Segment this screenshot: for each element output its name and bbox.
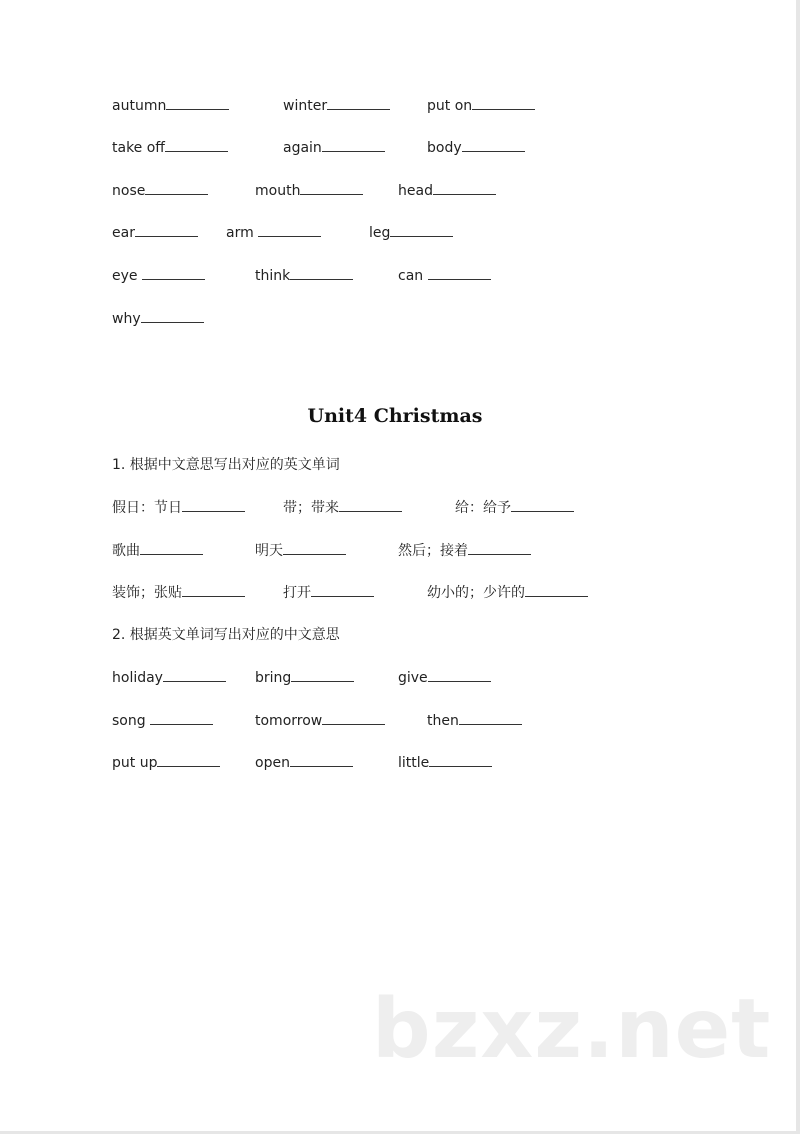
answer-blank[interactable] xyxy=(311,583,374,597)
vocab-word: body xyxy=(427,140,462,156)
vocab-word: ear xyxy=(112,225,135,241)
vocab-word: autumn xyxy=(112,98,167,114)
vocab-word: why xyxy=(112,311,141,327)
vocab-item xyxy=(112,541,203,560)
vocab-word: put up xyxy=(112,755,158,771)
vocab-word: 明天 xyxy=(255,543,283,559)
vocab-word: mouth xyxy=(255,183,301,199)
vocab-item xyxy=(255,181,363,200)
vocab-word: think xyxy=(255,268,291,284)
vocab-word: holiday xyxy=(112,670,163,686)
vocab-item xyxy=(283,96,390,115)
vocab-word: give xyxy=(398,670,428,686)
vocab-word: leg xyxy=(369,225,391,241)
answer-blank[interactable] xyxy=(300,181,363,195)
part2-heading: 2. 根据英文单词写出对应的中文意思 xyxy=(112,627,340,643)
vocab-word: arm xyxy=(226,225,259,241)
vocab-item xyxy=(283,138,385,157)
answer-blank[interactable] xyxy=(428,668,491,682)
answer-blank[interactable] xyxy=(339,498,402,512)
answer-blank[interactable] xyxy=(472,96,535,110)
vocab-item xyxy=(112,266,205,285)
answer-blank[interactable] xyxy=(429,753,492,767)
vocab-word: eye xyxy=(112,268,142,284)
vocab-word: song xyxy=(112,713,151,729)
answer-blank[interactable] xyxy=(182,498,245,512)
answer-blank[interactable] xyxy=(166,96,229,110)
answer-blank[interactable] xyxy=(283,541,346,555)
vocab-item xyxy=(255,541,346,560)
vocab-item xyxy=(398,668,491,687)
vocab-item xyxy=(112,498,245,517)
watermark-logo: bzxz.net xyxy=(372,982,772,1077)
answer-blank[interactable] xyxy=(135,223,198,237)
vocab-word: winter xyxy=(283,98,328,114)
answer-blank[interactable] xyxy=(322,711,385,725)
vocab-item xyxy=(398,753,492,772)
vocab-item xyxy=(427,138,525,157)
answer-blank[interactable] xyxy=(290,266,353,280)
vocab-word: 假日：节日 xyxy=(112,500,182,516)
vocab-word: 装饰；张贴 xyxy=(112,585,182,601)
answer-blank[interactable] xyxy=(163,668,226,682)
vocab-item xyxy=(255,668,354,687)
answer-blank[interactable] xyxy=(145,181,208,195)
vocab-word: take off xyxy=(112,140,165,156)
answer-blank[interactable] xyxy=(140,541,203,555)
vocab-word: open xyxy=(255,755,290,771)
answer-blank[interactable] xyxy=(433,181,496,195)
vocab-item xyxy=(427,711,522,730)
vocab-item xyxy=(112,223,198,242)
vocab-item xyxy=(112,96,229,115)
answer-blank[interactable] xyxy=(390,223,453,237)
answer-blank[interactable] xyxy=(322,138,385,152)
vocab-word: 给：给予 xyxy=(455,500,511,516)
vocab-item xyxy=(283,583,374,602)
vocab-word: head xyxy=(398,183,433,199)
vocab-word: little xyxy=(398,755,430,771)
vocab-word: put on xyxy=(427,98,473,114)
vocab-item xyxy=(427,583,588,602)
vocab-word: nose xyxy=(112,183,146,199)
vocab-word: bring xyxy=(255,670,292,686)
answer-blank[interactable] xyxy=(182,583,245,597)
answer-blank[interactable] xyxy=(428,266,491,280)
vocab-item xyxy=(398,266,491,285)
vocab-word: 打开 xyxy=(283,585,311,601)
part1-heading: 1. 根据中文意思写出对应的英文单词 xyxy=(112,457,340,473)
vocab-word: 歌曲 xyxy=(112,543,140,559)
vocab-item xyxy=(398,541,531,560)
vocab-word: again xyxy=(283,140,322,156)
answer-blank[interactable] xyxy=(468,541,531,555)
answer-blank[interactable] xyxy=(327,96,390,110)
vocab-item xyxy=(398,181,496,200)
vocab-item xyxy=(112,583,245,602)
page-edge xyxy=(796,0,800,1134)
vocab-item xyxy=(112,138,228,157)
vocab-word: can xyxy=(398,268,428,284)
vocab-item xyxy=(283,498,402,517)
answer-blank[interactable] xyxy=(462,138,525,152)
vocab-item xyxy=(112,753,220,772)
answer-blank[interactable] xyxy=(459,711,522,725)
unit-title: Unit4 Christmas xyxy=(307,405,483,427)
vocab-word: 然后；接着 xyxy=(398,543,468,559)
answer-blank[interactable] xyxy=(291,668,354,682)
answer-blank[interactable] xyxy=(290,753,353,767)
vocab-item xyxy=(255,266,353,285)
answer-blank[interactable] xyxy=(157,753,220,767)
vocab-item xyxy=(226,223,321,242)
vocab-item xyxy=(112,309,204,328)
vocab-word: 幼小的；少许的 xyxy=(427,585,525,601)
vocab-item xyxy=(112,181,208,200)
vocab-item xyxy=(112,668,226,687)
vocab-item xyxy=(112,711,213,730)
answer-blank[interactable] xyxy=(258,223,321,237)
vocab-item xyxy=(427,96,535,115)
vocab-item xyxy=(369,223,453,242)
vocab-word: then xyxy=(427,713,459,729)
answer-blank[interactable] xyxy=(511,498,574,512)
vocab-item xyxy=(455,498,574,517)
answer-blank[interactable] xyxy=(141,309,204,323)
vocab-word: 带；带来 xyxy=(283,500,339,516)
answer-blank[interactable] xyxy=(142,266,205,280)
answer-blank[interactable] xyxy=(525,583,588,597)
vocab-item xyxy=(255,711,385,730)
vocab-word: tomorrow xyxy=(255,713,323,729)
answer-blank[interactable] xyxy=(165,138,228,152)
answer-blank[interactable] xyxy=(150,711,213,725)
vocab-item xyxy=(255,753,353,772)
